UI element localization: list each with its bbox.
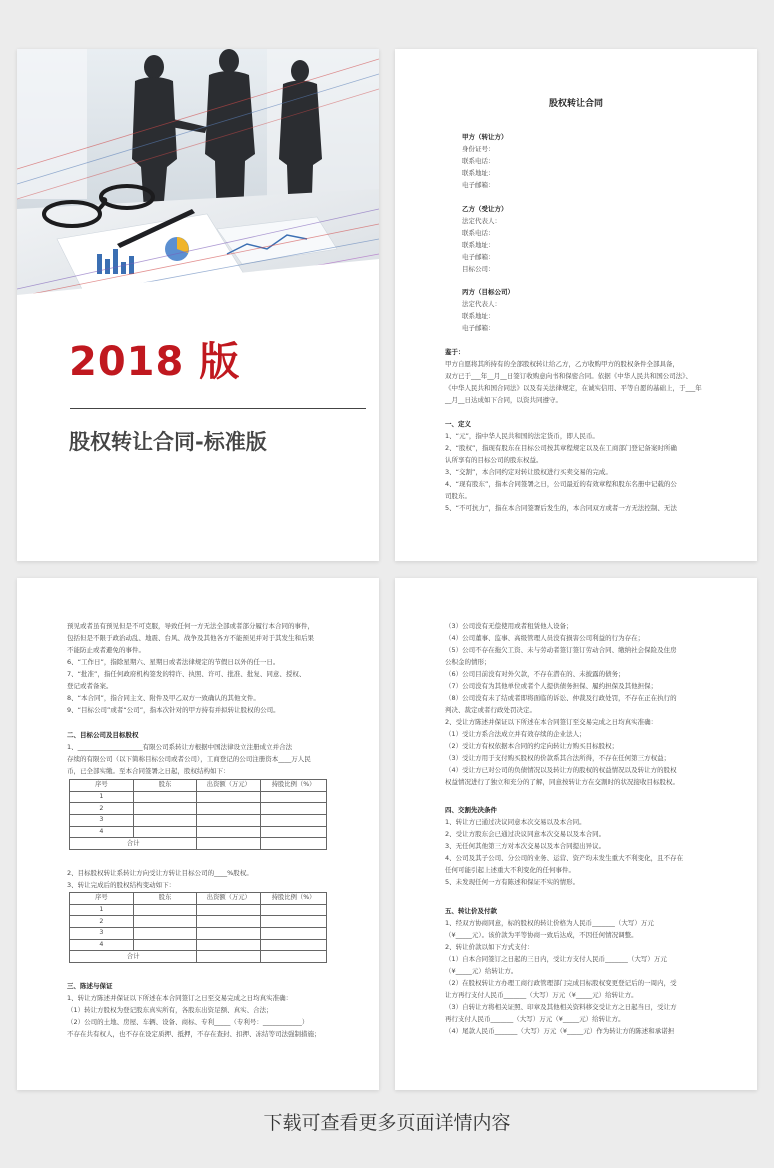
row-number: 2: [70, 916, 134, 928]
contract-page-1[interactable]: [395, 49, 757, 561]
text-line: 公积金的情形；: [445, 658, 491, 667]
text-line: 不存在共有权人，也不存在设定质押、抵押，不存在查封、扣押、冻结等司法强制措施；: [67, 1030, 321, 1039]
target-equity-section: [67, 729, 327, 777]
text-line: （1）转让方股权为登记股东真实所有，各股东出资足额、真实、合法；: [67, 1006, 273, 1015]
text-line: 2、受让方陈述并保证以下所述在本合同签订至交易完成之日均真实准确：: [445, 718, 658, 727]
text-line: 存续的有限公司（以下简称目标公司或者公司），工商登记的公司注册资本____万人民: [67, 755, 311, 764]
party-b-field: 法定代表人：: [462, 217, 501, 226]
party-a-heading: 甲方（转让方）: [462, 133, 508, 141]
text-line: 1、转让方陈述并保证以下所述在本合同签订之日至交易完成之日均真实准确：: [67, 994, 293, 1003]
definitions-continued: [67, 620, 327, 716]
whereas-line: 双方已于___年__月__日签订收购意向书和保密合同。依据《中华人民共和国公司法》、: [445, 372, 692, 381]
text-line: （8）公司没有未了结或者即将面临的诉讼、仲裁及行政处罚，不存在正在执行的: [445, 694, 677, 703]
table-header: 持股比例（%）: [261, 780, 327, 792]
table-total-row: [70, 838, 327, 850]
text-line: 2、受让方股东会已通过决议同意本次交易以及本合同。: [445, 830, 606, 839]
text-line: 权益情况进行了独立和充分的了解，同意按转让方在交割时的状况接收目标股权。: [445, 778, 679, 787]
text-line: （1）自本合同签订之日起的三日内，受让方支付人民币_______（大写）万元: [445, 955, 667, 964]
cover-photo: [17, 49, 379, 299]
text-line: 让方再行支付人民币_______（大写）万元（¥_____元）给转让方。: [445, 991, 638, 1000]
price-payment-section: [445, 905, 705, 1037]
table-header: 股东: [133, 780, 197, 792]
contract-page-2[interactable]: [17, 578, 379, 1090]
row-number: 3: [70, 928, 134, 940]
whereas-section: [445, 346, 705, 406]
table-row: [70, 904, 327, 916]
party-c-field: 法定代表人：: [462, 300, 501, 309]
whereas-line: __月__日达成如下合同，以资共同遵守。: [445, 396, 562, 405]
party-a-field: 联系地址：: [462, 169, 495, 178]
text-line: 判决、裁定或者行政处罚决定。: [445, 706, 536, 715]
definitions-heading: 一、定义: [445, 420, 471, 428]
price-payment-heading: 五、转让价及付款: [445, 907, 497, 915]
text-line: （7）公司没有为其他单位或者个人提供债务担保、履约担保及其他担保；: [445, 682, 658, 691]
text-line: （3）自转让方将相关证照、印章及其他相关资料移交受让方之日起当日，受让方: [445, 1003, 677, 1012]
row-number: 3: [70, 815, 134, 827]
definition-line: 1、“元”，指中华人民共和国的法定货币，即人民币。: [445, 432, 599, 441]
party-a-block: [462, 131, 710, 191]
text-line: （¥_____元）。该价款为平等协商一致后达成，不因任何情况调整。: [445, 931, 638, 940]
text-line: （¥_____元）给转让方。: [445, 967, 518, 976]
row-number: 2: [70, 803, 134, 815]
text-line: （6）公司目前没有对外欠款，不存在潜在的、未披露的债务；: [445, 670, 625, 679]
party-c-field: 联系地址：: [462, 312, 495, 321]
party-a-field: 联系电话：: [462, 157, 495, 166]
table-total-row: [70, 951, 327, 963]
party-b-field: 目标公司：: [462, 265, 495, 274]
representations-continued: [445, 620, 705, 788]
party-b-heading: 乙方（受让方）: [462, 205, 508, 213]
text-line: 再行支付人民币_______（大写）万元（¥_____元）给转让方。: [445, 1015, 625, 1024]
definitions-section: [445, 418, 705, 514]
cover-page[interactable]: [17, 49, 379, 561]
closing-conditions-heading: 四、交割先决条件: [445, 806, 497, 814]
party-b-block: [462, 203, 710, 275]
table-row: [70, 815, 327, 827]
text-line: 预见或者虽有预见但是不可克服，导致任何一方无法全部或者部分履行本合同的事件，: [67, 622, 314, 630]
table-header: 出资额（万元）: [197, 893, 261, 905]
party-b-field: 联系电话：: [462, 229, 495, 238]
table-header: 股东: [133, 893, 197, 905]
text-line: 币，已全部实缴。至本合同签署之日起，股权结构如下：: [67, 767, 230, 776]
equity-transfer-lines: [67, 867, 327, 891]
row-number: 4: [70, 939, 134, 951]
party-c-field: 电子邮箱：: [462, 324, 495, 333]
text-line: （3）公司没有无偿使用或者租赁他人设备；: [445, 622, 573, 630]
row-number: 4: [70, 826, 134, 838]
text-line: （5）公司不存在拖欠工资、未与劳动者签订签订劳动合同、缴纳社会保险及住房: [445, 646, 677, 655]
definition-line: 5、“不可抗力”，指在本合同签署后发生的，本合同双方或者一方无法控制、无法: [445, 504, 677, 513]
representations-section: [67, 980, 327, 1040]
text-line: （2）公司的土地、房屋、车辆、设备、商标、专利_____（专利号：____________）: [67, 1018, 309, 1027]
text-line: 包括但是不限于政治动乱、地震、台风、战争及其他各方不能预见并对于其发生和后果: [67, 634, 314, 643]
text-line: 1、转让方已通过决议同意本次交易以及本合同。: [445, 818, 586, 827]
table-header: 持股比例（%）: [261, 893, 327, 905]
cover-divider: [70, 408, 366, 409]
text-line: （4）受让方已对公司的负债情况以及转让方的股权的权益情况以及转让方的股权: [445, 766, 677, 775]
table-row: [70, 916, 327, 928]
cover-title: 股权转让合同-标准版: [69, 430, 267, 454]
party-a-field: 电子邮箱：: [462, 181, 495, 190]
contract-page-3[interactable]: [395, 578, 757, 1090]
text-line: 2、目标股权转让系转让方向受让方转让目标公司的____%股权。: [67, 869, 253, 877]
row-number: 1: [70, 791, 134, 803]
representations-heading: 三、陈述与保证: [67, 982, 113, 990]
text-line: 1、经双方协商同意，标的股权的转让价格为人民币_______（大写）万元: [445, 919, 654, 928]
table-row: [70, 803, 327, 815]
definition-line: 2、“股权”，指现有股东在目标公司按其章程规定以及在工商部门登记备案时所确: [445, 444, 677, 453]
target-equity-heading: 二、目标公司及目标股权: [67, 731, 139, 739]
text-line: （3）受让方用于支付购买股权的价款系其合法所得，不存在任何第三方权益；: [445, 754, 671, 763]
party-b-field: 联系地址：: [462, 241, 495, 250]
table-row: [70, 791, 327, 803]
text-line: 登记或者备案。: [67, 682, 113, 691]
party-c-block: [462, 286, 710, 334]
post-transfer-equity-table: [69, 892, 327, 963]
party-b-field: 电子邮箱：: [462, 253, 495, 262]
party-c-heading: 丙方（目标公司）: [462, 288, 514, 296]
text-line: 4、公司及其子公司、分公司的业务、运营、资产均未发生重大不利变化，且不存在: [445, 854, 684, 863]
definition-line: 司股东。: [445, 492, 471, 501]
cover-year-label: 2018 版: [69, 339, 241, 385]
text-line: 7、“批准”，指任何政府机构签发的特许、执照、许可、批准、批复、同意、授权、: [67, 670, 306, 679]
whereas-line: 《中华人民共和国合同法》以及有关法律规定，在诚实信用、平等自愿的基础上，于___年: [445, 384, 702, 393]
text-line: 5、未发现任何一方有陈述和保证不实的情形。: [445, 878, 580, 887]
table-row: [70, 939, 327, 951]
definition-line: 4、“现有股东”，指本合同签署之日，公司最近的有效章程和股东名册中记载的公: [445, 480, 677, 489]
row-number: 1: [70, 904, 134, 916]
text-line: 不能防止或者避免的事件。: [67, 646, 145, 655]
table-header: 序号: [70, 893, 134, 905]
text-line: 6、“工作日”，指除星期六、星期日或者法律规定的节假日以外的任一日。: [67, 658, 280, 667]
table-header: 序号: [70, 780, 134, 792]
whereas-line: 甲方自愿将其所持有的全部股权转让给乙方，乙方收购甲方的股权条件全部具备，: [445, 360, 679, 369]
text-line: 3、无任何其他第三方对本次交易以及本合同提出异议。: [445, 842, 606, 851]
closing-conditions-section: [445, 804, 705, 888]
definition-line: 3、“交割”，本合同约定对转让股权进行买卖交易的完成。: [445, 468, 612, 477]
table-header: 出资额（万元）: [197, 780, 261, 792]
whereas-heading: 鉴于：: [445, 348, 465, 356]
text-line: （4）公司董事、监事、高级管理人员没有损害公司利益的行为存在；: [445, 634, 645, 643]
text-line: （4）尾款人民币_______（大写）万元（¥_____元）作为转让方的陈述和承诺担: [445, 1027, 675, 1036]
text-line: 8、“本合同”，指合同主文、附件及甲乙双方一致确认的其他文件。: [67, 694, 260, 703]
definition-line: 认所享有的目标公司的股东权益。: [445, 456, 543, 465]
contract-title: 股权转让合同: [548, 99, 603, 109]
total-label: 合计: [70, 951, 197, 963]
total-label: 合计: [70, 838, 197, 850]
text-line: （1）受让方系合法成立并有效存续的企业法人；: [445, 730, 586, 739]
equity-structure-table: [69, 779, 327, 850]
text-line: 9、“目标公司”或者“公司”，指本次针对的甲方持有并拟转让股权的公司。: [67, 706, 280, 715]
table-row: [70, 826, 327, 838]
text-line: 3、转让完成后的股权结构变动如下：: [67, 881, 176, 890]
text-line: 1、____________________有限公司系转让方根据中国法律设立注册成立并合法: [67, 743, 293, 752]
party-a-field: 身份证号：: [462, 145, 495, 154]
download-more-link[interactable]: 下载可查看更多页面详情内容: [263, 1112, 511, 1134]
text-line: （2）受让方有权依据本合同的约定向转让方购买目标股权；: [445, 742, 619, 751]
table-row: [70, 928, 327, 940]
text-line: 2、转让价款以如下方式支付：: [445, 943, 534, 952]
text-line: 任何可能引起上述重大不利变化的任何事件。: [445, 866, 575, 875]
text-line: （2）在股权转让方办理工商行政管理部门完成目标股权变更登记后的一周内，受: [445, 979, 677, 988]
